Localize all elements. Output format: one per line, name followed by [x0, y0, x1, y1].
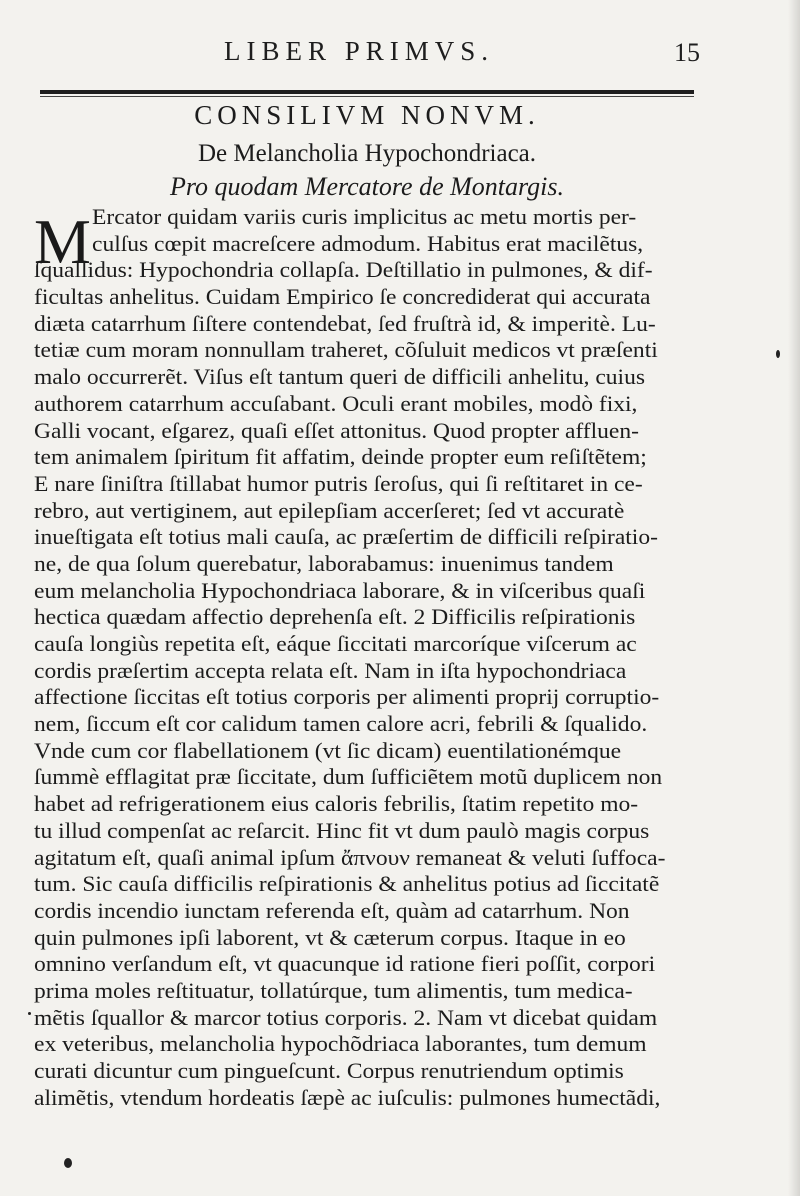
text-line: tu illud compenſat ac reſarcit. Hinc fit vt dum paulò magis corpus	[34, 817, 650, 843]
text-line: tum. Sic cauſa difficilis reſpirationis & anhelitus potius ad ſiccitatẽ	[34, 871, 660, 897]
header-rule	[40, 90, 694, 94]
text-line: omnino verſandum eſt, vt quacunque id ratione fieri poſſit, corpori	[34, 951, 656, 977]
text-line: rebro, aut vertiginem, aut epilepſiam accerſeret; ſed vt accuratè	[34, 497, 625, 523]
text-line: agitatum eſt, quaſi animal ipſum ἄπνουν remaneat & veluti ſuffoca-	[34, 844, 666, 870]
text-line: eum melancholia Hypochondriaca laborare, & in viſceribus quaſi	[34, 577, 646, 603]
section-subtitle: De Melancholia Hypochondriaca.	[197, 140, 537, 167]
text-line: cordis præſertim accepta relata eſt. Nam in iſta hypochondriaca	[34, 657, 627, 683]
text-line: cordis incendio iunctam referenda eſt, quàm ad catarrhum. Non	[34, 897, 630, 923]
text-line: ſquallidus: Hypochondria collapſa. Deſtillatio in pulmones, & dif-	[34, 257, 653, 283]
text-line: cauſa longiùs repetita eſt, eáque ſiccitati marcoríque viſcerum ac	[34, 631, 637, 656]
page-number: 15	[674, 38, 700, 67]
text-line: ne, de qua ſolum querebatur, laborabamus: inuenimus tandem	[34, 550, 614, 576]
text-line: curati dicuntur cum pingueſcunt. Corpus renutriendum optimis	[34, 1058, 624, 1083]
text-line: ficultas anhelitus. Cuidam Empirico ſe concrediderat qui accurata	[34, 284, 651, 310]
text-line: mẽtis ſquallor & marcor totius corporis. 2. Nam vt dicebat quidam	[34, 1004, 658, 1030]
body-text	[34, 204, 706, 1111]
text-line: alimẽtis, vtendum hordeatis ſæpè ac iuſculis: pulmones humectãdi,	[34, 1084, 661, 1110]
text-line: Galli vocant, eſgarez, quaſi eſſet attonitus. Quod propter affluen-	[34, 417, 639, 443]
ink-speck	[64, 1158, 72, 1168]
section-heading: CONSILIVM NONVM.	[194, 100, 540, 130]
text-line: nem, ſiccum eſt cor calidum tamen calore acri, febrili & ſqualido.	[34, 711, 648, 737]
text-line: diæta catarrhum ſiſtere contendebat, ſed fruſtrà id, & imperitè. Lu-	[34, 310, 656, 336]
text-line: Ercator quidam variis curis implicitus ac metu mortis per-	[92, 204, 637, 229]
running-title: LIBER PRIMVS.	[224, 36, 495, 66]
running-head	[0, 36, 800, 76]
text-line: affectione ſiccitas eſt totius corporis per alimenti proprij corruptio-	[34, 684, 660, 710]
page-edge-shadow	[788, 0, 800, 1196]
ink-speck	[776, 350, 780, 358]
text-line: Vnde cum cor flabellationem (vt ſic dicam) euentilationémque	[34, 737, 622, 763]
text-line: tem animalem ſpiritum fit affatim, deinde propter eum reſiſtẽtem;	[34, 444, 647, 470]
ink-speck	[28, 1012, 31, 1015]
text-line: prima moles reſtituatur, tollatúrque, tum alimentis, tum medica-	[34, 977, 633, 1003]
drop-capital: M	[34, 206, 91, 277]
text-line: inueſtigata eſt totius mali cauſa, ac præſertim de difficili reſpiratio-	[34, 524, 658, 550]
text-line: ex veteribus, melancholia hypochõdriaca laborantes, tum demum	[34, 1031, 647, 1057]
text-line: quin pulmones ipſi laborent, vt & cæterum corpus. Itaque in eo	[34, 924, 626, 950]
text-line: hectica quædam affectio deprehenſa eſt. 2 Difficilis reſpirationis	[34, 604, 636, 630]
header-rule-thin	[40, 96, 694, 97]
section-dedication: Pro quodam Mercatore de Montargis.	[169, 172, 565, 201]
text-line: malo occurrerẽt. Viſus eſt tantum queri de difficili anhelitu, cuius	[34, 364, 646, 390]
text-line: ſummè efflagitat præ ſiccitate, dum ſufficiẽtem motũ duplicem non	[34, 764, 663, 790]
text-line: E nare ſiniſtra ſtillabat humor putris ſeroſus, qui ſi reſtitaret in ce-	[34, 470, 643, 496]
text-line: authorem catarrhum accuſabant. Oculi erant mobiles, modò fixi,	[34, 390, 638, 416]
text-line: culſus cœpit macreſcere admodum. Habitus erat macilẽtus,	[92, 230, 644, 256]
text-line: habet ad refrigerationem eius caloris febrilis, ſtatim repetito mo-	[34, 791, 639, 817]
text-line: tetiæ cum moram nonnullam traheret, cõſuluit medicos vt præſenti	[34, 337, 658, 363]
